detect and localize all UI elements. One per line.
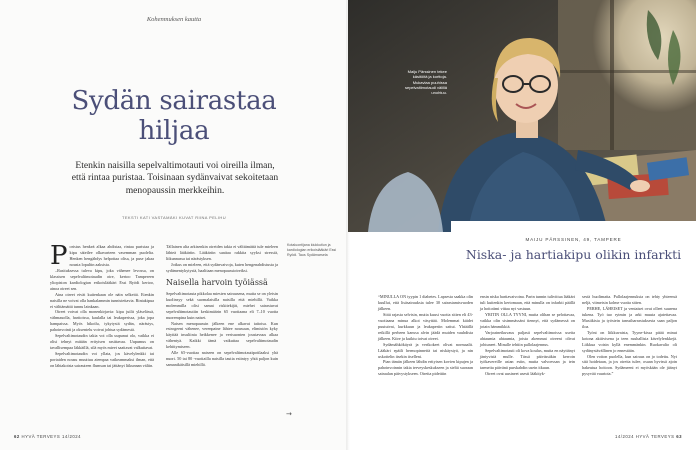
body-paragraph: Sepelvaltimotaudin voi yllata, jos kävelylenkki tai portaiden nousu muuttuu aiempaa vaikeammaksi ilman, että on lähtakoista sairauteen flumsan tai jättänyt liikunnan väliin.	[50, 351, 154, 369]
body-paragraph: Työni on liikkuvaista, Tyyne-kissa pitää minut kotona aktiivisena ja teen ruuhallisia kävelylenkkejä. Liikkua voisin kyllä enemmänkin. Ruokavalio oli sydänystävällinen jo ennestään.	[582, 329, 677, 353]
page-number-right: 63	[676, 434, 682, 439]
profile-column-2	[480, 294, 575, 377]
photo-caption: Maiju Pärssinen tekee käsitöitä ja korttoja. Mukaviaa puuhissa sepelvaltimotaudi välillä unohtuu.	[404, 69, 447, 96]
body-paragraph: Siitä rajasta selvisin, mutta kuusi vuotta sitten eli 43-vuotiaana minua alkoi väsyttää. Molemmat käidet puutuivat, kurkkuun ja leukaperiin sattui. Yhtäällä reikillä perheen kanssa alvin jäädä muiden vauhdista jälkeen. Kiire ja kuiktu toivat oireet.	[378, 311, 473, 341]
body-paragraph: –Rasituksessa tuleva kipu, joka vähenee levossa, on klassisen sepelvaltimotaudin oire, kertoo Tampereen yliopiston kardiologian erikoislääkäri Essi Ryödi kertoo, ainoa oireet sen.	[50, 267, 154, 291]
profile-box	[451, 221, 696, 283]
footer-right	[615, 434, 682, 439]
profile-title: Niska- ja hartiakipu olikin infarkti	[465, 247, 682, 262]
footer-magazine-left: HYVÄ TERVEYS 14/2024	[21, 434, 82, 439]
subheading: Naisella harvoin työiässä	[166, 277, 268, 287]
article-byline: TEKSTI KATI VASTAMÄKI KUVAT RIINA PELIHU	[121, 215, 227, 220]
body-paragraph: Naisen menopaussin jälkeen ene alkavat taitoisa. Kun estrogeeni vähenee, verenpaine lähtee nousuun, elimistön kyky käyttää insuliinia heikkenee ja verisuonten joustavuus alkaa vähentyä. Kaikki tämä vaikuttaa sepelvaltimotaudin kehittymiseen.	[166, 320, 278, 350]
body-paragraph: PERHE, LÄHEISET ja ventaiset ovat olleet suurena tukena. Työ tuo rytmin ja arki muuta ajatettavaa. Musiikista ja työstein tanssiharrastuksesta saan paljon iloa.	[582, 305, 677, 329]
body-paragraph: Oireet ovat uusineet usesti lääkityk-	[485, 371, 546, 377]
body-column-1	[50, 241, 154, 369]
body-column-2	[166, 244, 278, 368]
body-paragraph: Pian tämän jälkeen lähdin erityisen kovien kipujen ja pahoinvoinnin takia terveyskeskukseen ja sieltä suoraan sairaalan päivystykseen. Oireita pidettiin	[378, 359, 473, 377]
body-paragraph: Varjoaineikuvaus paljasti sepelvaltimoissa useita ahtaumia ahtaumia, joista akemmat oireeni olivat johtuneet. Minulle tehtiin pallolaajennus.	[480, 329, 575, 347]
page-gutter	[346, 0, 350, 450]
profile-column-1	[378, 294, 473, 377]
page-number-left: 62	[14, 434, 20, 439]
body-paragraph: sestä huolimatta. Pallolaajennuksia on tehty yhteensä neljä, viimeisin kolme vuotta sitten.	[582, 294, 677, 305]
body-paragraph: Sydämähkökäyrä ja verikokeet olivat normaalit. Lääkäri epäili hermopinnettä tai niskäystyä, ja nin uskottelin itsekin itselleni.	[378, 341, 473, 359]
right-page	[348, 0, 696, 450]
portrait-photo	[348, 0, 696, 232]
body-paragraph: Sepelvaltimotaudin takia voi olla uupunut olo, vaikka ei olisi tehnyt mitään erityisen rasittavaa. Uupumus on tavallisempaa läkkäillä, silä myös mieet saattavat valkuttavat.	[50, 333, 154, 351]
body-paragraph: Alle 65-vuotiaa naiseen on sepelvaltimotautipotilaaksi yhä nuori. 50 tai 80 -vuotiailla naisilla tautia esiintyy yhtä paljon kuin samanikäisillä miehillä.	[166, 350, 278, 368]
body-paragraph: Olen voiton puolella, kun sairaus on jo todettu. Nyt sitä hoidetaan, ja jos oireita tulee, osaan hyvissä ajoin hakeutua hoitoon. Sydämeeni ei myöskään ole jäänyt pysyvää vauriota.”	[582, 353, 677, 377]
side-caption: Kotaluontijana kiukkutiun ja kardiologian erikoislääkäri Essi Ryödi. Taus Sydämarsela	[287, 243, 337, 257]
body-paragraph: Sepelvaltimotauta pikkolaa miesten sairausena, mutta se on yleisin kuolinsyy sekä suomalaisilla naisilla että miehillä. Vaikka molemmilla olisi samat riskitekijät, miehet sairastuvat sepelvaltimotautiin keskimäärin 65 vuotiaana eli 7–10 vuotta nuorempina kuin naiset.	[166, 290, 278, 320]
body-paragraph: Aina oireet eivät kuitenkaan ole näin selkeitä. Etenkin naisilla ne voivat olla hankalammin tunnistettavia. Rintakipua ei välttämättä tunnu lainkaan.	[50, 291, 154, 309]
footer-magazine-right: 14/2024 HYVÄ TERVEYS	[614, 434, 675, 439]
profile-column-3	[582, 294, 677, 377]
body-paragraph: Poristus henkeä alkaa ahdistaa, rintaa puristaa ja kipu säteilee olkavarteen vasemman puolelta. Henken hengähdys helpottaa olisa, ja puse jakaa nousta lopultin aaksista.	[50, 241, 154, 271]
drop-cap: P	[50, 241, 68, 271]
profile-label: MAIJU PÄRSSINEN, 49, TAMPERE	[525, 237, 622, 242]
portrait-photo-illustration	[348, 0, 696, 232]
section-label: Kohenmuksen kautta	[146, 16, 202, 23]
article-title: Sydän sairastaa hiljaa	[71, 86, 277, 146]
body-paragraph: Sepelvaltimotauti oli kova koulus, mutta en näyttänyt jäntyvistä mulle. Tässä päivässäkin kerroin työkavereille asian esiin, mutta valvoessan ja tein tarmeita päivänä purskahdin usein itkuun.	[480, 347, 575, 371]
footer-left	[14, 434, 81, 439]
body-paragraph: “MINULLA ON tyypin 1 diabetes. Lapsesta saakka olin kuullut, että lisäsairauksia tulee 30 sairastamisvuoden jälkeen.	[378, 294, 473, 311]
body-paragraph: Jotkus on mieleen, että sydänvaivoja, kuten hengenahdistusta ja sydämentykytystä, haalitaan menopaussioireiksi.	[166, 261, 278, 273]
body-paragraph: ensin niska hartiavaivoina. Parin tunnin tulivittua lääkäri tuli kuitenkin kertomaan, että minulla on infarkti päällä ja hoitotimi vittaa nyt vastuun.	[480, 294, 576, 311]
body-paragraph: YRITIN OLLA TYYNI, mutta olihan se pelottavaa, vaikka olin sisimmässäni tiennyt, että sydämessä on jotain hämmikkiä.	[480, 311, 575, 329]
article-deck: Etenkin naisilla sepelvaltimotauti voi oireilla ilman, että rintaa puristaa. Toisinaan sydänvaivat sekoitetaan menopaussin merkkeihin.	[71, 160, 279, 196]
continue-arrow-icon: →	[286, 410, 292, 418]
body-paragraph: Tällainen alta arkisenkin oireiden takia ei välttämättä tule mieleen lähteä lääkäriin. Lääkäriin saattaa rakkita syyksi stressiä, liikunnassa tai närästyksen.	[166, 244, 278, 261]
body-paragraph: Oireet voivat olla monenkirjavia: kipu juilit yläselässä, vähmauolla, hartioissa, kaulalla tai leukaperissa, joka jopa hampaissa. Myös hikoilu, tykytystä sydän, närästys, pahoinvointi ja oksentelu voivat johtua sydämestä.	[50, 309, 154, 333]
